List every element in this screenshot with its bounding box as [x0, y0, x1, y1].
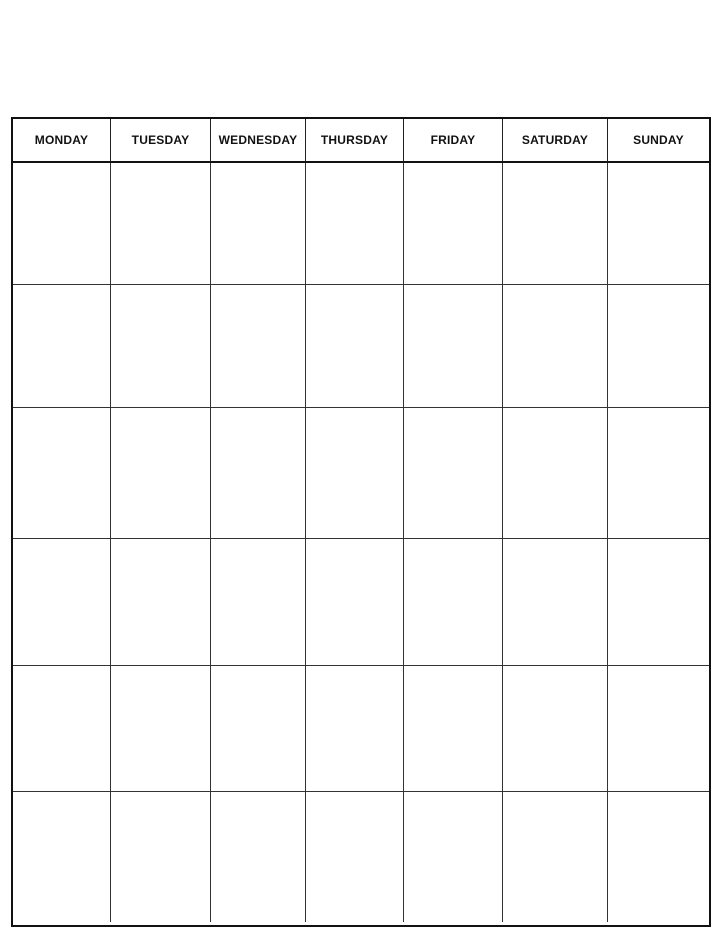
day-cell	[608, 666, 709, 792]
day-cell	[211, 408, 306, 539]
day-cell	[111, 792, 211, 922]
day-cell	[608, 163, 709, 285]
day-cell	[211, 163, 306, 285]
day-cell	[503, 539, 608, 666]
weekday-header-monday: MONDAY	[13, 119, 111, 163]
day-cell	[13, 666, 111, 792]
day-cell	[211, 792, 306, 922]
day-cell	[608, 539, 709, 666]
day-cell	[306, 539, 404, 666]
day-cell	[608, 792, 709, 922]
weekday-header-saturday: SATURDAY	[503, 119, 608, 163]
day-cell	[13, 792, 111, 922]
day-cell	[608, 285, 709, 408]
day-cell	[306, 408, 404, 539]
day-cell	[503, 666, 608, 792]
day-cell	[503, 408, 608, 539]
weekday-header-thursday: THURSDAY	[306, 119, 404, 163]
day-cell	[211, 539, 306, 666]
day-cell	[503, 285, 608, 408]
weekday-header-wednesday: WEDNESDAY	[211, 119, 306, 163]
day-cell	[404, 163, 503, 285]
day-cell	[404, 408, 503, 539]
day-cell	[13, 539, 111, 666]
day-cell	[111, 539, 211, 666]
day-cell	[211, 285, 306, 408]
day-cell	[306, 666, 404, 792]
weekday-header-friday: FRIDAY	[404, 119, 503, 163]
day-cell	[211, 666, 306, 792]
day-cell	[13, 163, 111, 285]
day-cell	[503, 792, 608, 922]
day-cell	[306, 285, 404, 408]
day-cell	[503, 163, 608, 285]
day-cell	[13, 408, 111, 539]
day-cell	[404, 792, 503, 922]
day-cell	[608, 408, 709, 539]
weekday-header-tuesday: TUESDAY	[111, 119, 211, 163]
day-cell	[404, 285, 503, 408]
day-cell	[404, 666, 503, 792]
day-cell	[111, 163, 211, 285]
day-cell	[306, 792, 404, 922]
day-cell	[111, 666, 211, 792]
day-cell	[404, 539, 503, 666]
day-cell	[111, 285, 211, 408]
day-cell	[111, 408, 211, 539]
day-cell	[13, 285, 111, 408]
day-cell	[306, 163, 404, 285]
weekday-header-sunday: SUNDAY	[608, 119, 709, 163]
calendar-grid	[11, 117, 711, 927]
